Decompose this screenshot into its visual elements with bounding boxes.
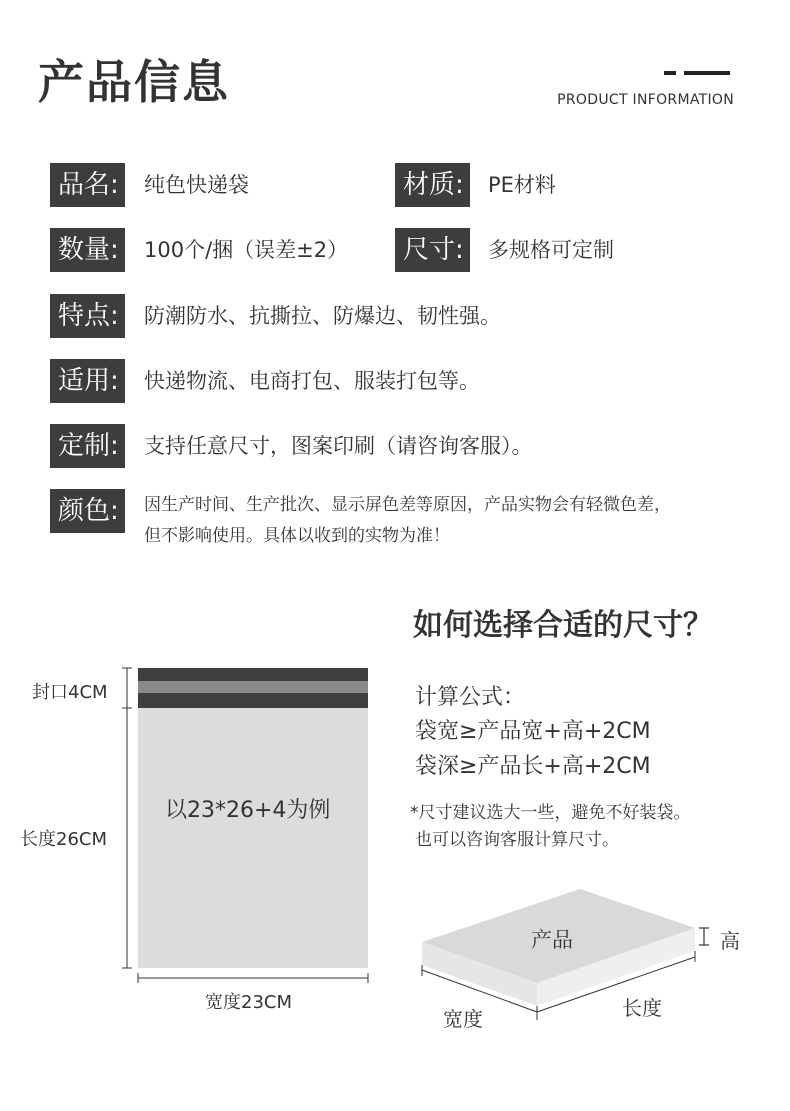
formula-width: 袋宽≥产品宽+高+2CM [415,719,651,744]
bag-seal-stripe [138,681,368,693]
spec-value-features: 防潮防水、抗撕拉、防爆边、韧性强。 [144,304,501,328]
spec-value-quantity: 100个/捆（误差±2） [144,238,349,262]
spec-label-features: 特点: [50,294,125,338]
formula-depth: 袋深≥产品长+高+2CM [415,754,651,779]
page-title: 产品信息 [38,55,230,109]
size-note-2: 也可以咨询客服计算尺寸。 [415,830,619,850]
seal-label: 封口4CM [32,682,108,703]
length-label: 长度26CM [20,829,108,850]
spec-value-size: 多规格可定制 [488,238,614,262]
width-label: 宽度23CM [205,992,293,1013]
spec-label-size: 尺寸: [395,228,470,272]
spec-value-color-line1: 因生产时间、生产批次、显示屏色差等原因，产品实物会有轻微色差， [144,495,671,515]
spec-value-name: 纯色快递袋 [144,173,249,197]
spec-value-custom: 支持任意尺寸，图案印刷（请咨询客服）。 [144,434,533,458]
spec-value-color-line2: 但不影响使用。具体以收到的实物为准！ [144,526,450,546]
formula-label: 计算公式： [415,685,526,710]
spec-value-usage: 快递物流、电商打包、服装打包等。 [144,369,480,393]
box-length-label: 长度 [622,996,662,1020]
spec-label-custom: 定制: [50,424,125,468]
spec-label-usage: 适用: [50,359,125,403]
spec-label-quantity: 数量: [50,228,125,272]
box-product-label: 产品 [531,928,573,952]
spec-label-color: 颜色: [50,489,125,533]
spec-value-material: PE材料 [488,173,556,197]
spec-label-material: 材质: [395,163,470,207]
size-note-1: *尺寸建议选大一些，避免不好装袋。 [410,803,691,823]
page-subtitle: PRODUCT INFORMATION [557,92,734,108]
size-guide-title: 如何选择合适的尺寸？ [413,608,713,643]
box-width-label: 宽度 [443,1007,483,1031]
bag-example-text: 以23*26+4为例 [165,798,331,823]
box-height-label: 高 [720,929,740,953]
spec-label-name: 品名: [50,163,125,207]
